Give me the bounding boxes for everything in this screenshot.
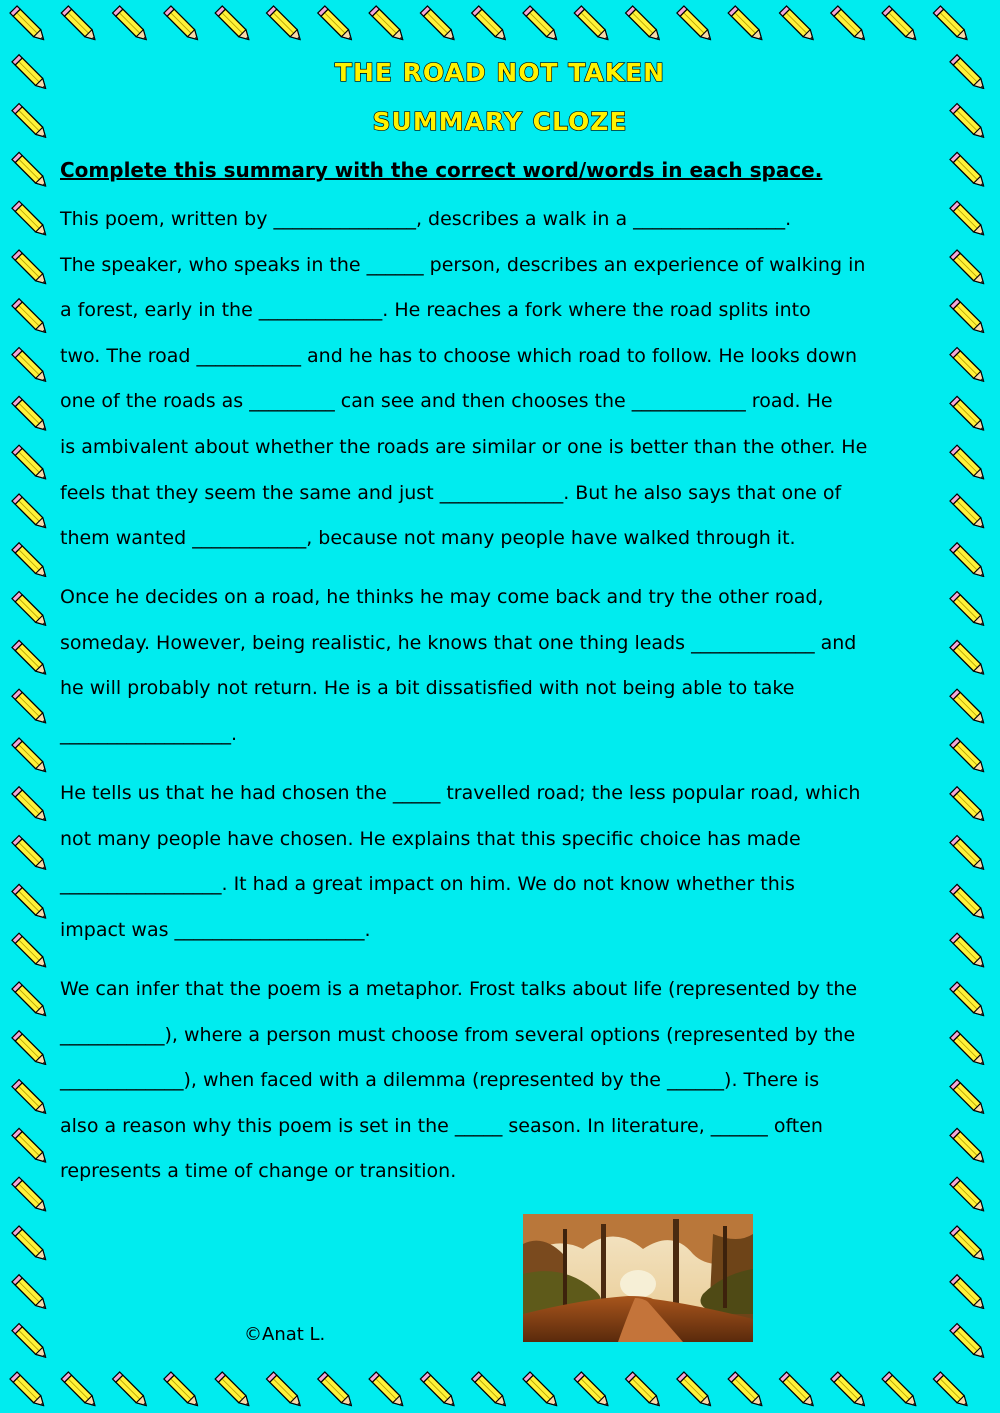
pencil-icon <box>950 1177 987 1214</box>
pencil-icon <box>950 787 987 824</box>
pencil-icon <box>12 348 49 385</box>
pencil-icon <box>10 6 47 43</box>
pencil-icon <box>12 836 49 873</box>
pencil-icon <box>12 299 49 336</box>
pencil-icon <box>12 787 49 824</box>
pencil-icon <box>12 689 49 726</box>
pencil-icon <box>164 1372 201 1409</box>
pencil-icon <box>779 6 816 43</box>
instructions: Complete this summary with the correct word/words in each space. <box>60 158 823 182</box>
pencil-icon <box>950 201 987 238</box>
pencil-icon <box>950 494 987 531</box>
pencil-icon <box>933 1372 970 1409</box>
text-line: The speaker, who speaks in the ______ person, describes an experience of walking in <box>60 253 866 276</box>
text-line: someday. However, being realistic, he knows that one thing leads _____________ and <box>60 631 857 654</box>
paragraph-2 <box>60 575 940 757</box>
text-line: a forest, early in the _____________. He reaches a fork where the road splits into <box>60 299 811 322</box>
worksheet-subtitle: SUMMARY CLOZE <box>372 107 628 136</box>
pencil-icon <box>950 640 987 677</box>
pencil-icon <box>472 6 509 43</box>
text-line: he will probably not return. He is a bit dissatisfied with not being able to take <box>60 677 795 700</box>
text-line: also a reason why this poem is set in the _____ season. In literature, ______ often <box>60 1114 823 1137</box>
text-line: is ambivalent about whether the roads are similar or one is better than the other. He <box>60 435 868 458</box>
pencil-icon <box>950 348 987 385</box>
pencil-icon <box>12 445 49 482</box>
text-line: impact was ____________________. <box>60 918 371 941</box>
text-line: _________________. It had a great impact on him. We do not know whether this <box>60 873 795 896</box>
pencil-icon <box>420 6 457 43</box>
pencil-icon <box>12 396 49 433</box>
text-line: one of the roads as _________ can see and then chooses the ____________ road. He <box>60 390 833 413</box>
pencil-icon <box>950 933 987 970</box>
pencil-icon <box>12 640 49 677</box>
pencil-icon <box>12 982 49 1019</box>
text-line: not many people have chosen. He explains that this specific choice has made <box>60 827 801 850</box>
pencil-icon <box>12 201 49 238</box>
paragraph-3 <box>60 771 940 953</box>
pencil-icon <box>626 1372 663 1409</box>
pencil-icon <box>728 1372 765 1409</box>
text-line: Once he decides on a road, he thinks he may come back and try the other road, <box>60 586 824 608</box>
pencil-icon <box>677 6 714 43</box>
pencil-icon <box>113 1372 150 1409</box>
author-credit: ©Anat L. <box>244 1324 326 1345</box>
pencil-icon <box>10 1372 47 1409</box>
text-line: __________________. <box>60 722 238 745</box>
pencil-icon <box>728 6 765 43</box>
pencil-icon <box>574 1372 611 1409</box>
pencil-icon <box>61 6 98 43</box>
pencil-icon <box>318 6 355 43</box>
text-line: represents a time of change or transition. <box>60 1160 457 1183</box>
pencil-icon <box>12 1080 49 1117</box>
pencil-icon <box>950 445 987 482</box>
pencil-icon <box>12 1324 49 1361</box>
pencil-icon <box>950 1226 987 1263</box>
pencil-icon <box>215 1372 252 1409</box>
pencil-icon <box>950 299 987 336</box>
pencil-icon <box>950 689 987 726</box>
pencil-icon <box>215 6 252 43</box>
pencil-icon <box>882 1372 919 1409</box>
pencil-icon <box>369 6 406 43</box>
pencil-icon <box>950 152 987 189</box>
pencil-icon <box>950 1324 987 1361</box>
pencil-icon <box>677 1372 714 1409</box>
pencil-icon <box>933 6 970 43</box>
pencil-icon <box>369 1372 406 1409</box>
worksheet-title: THE ROAD NOT TAKEN <box>334 58 666 87</box>
autumn-forest-path-photo <box>523 1214 753 1342</box>
pencil-icon <box>12 250 49 287</box>
pencil-icon <box>779 1372 816 1409</box>
text-line: feels that they seem the same and just _____________. But he also says that one of <box>60 481 842 504</box>
pencil-icon <box>420 1372 457 1409</box>
pencil-icon <box>831 6 868 43</box>
pencil-icon <box>950 1128 987 1165</box>
pencil-icon <box>113 6 150 43</box>
pencil-icon <box>950 592 987 629</box>
pencil-icon <box>266 1372 303 1409</box>
pencil-icon <box>318 1372 355 1409</box>
pencil-icon <box>12 933 49 970</box>
pencil-icon <box>523 1372 560 1409</box>
pencil-icon <box>12 152 49 189</box>
paragraph-4 <box>60 967 940 1195</box>
pencil-icon <box>12 1177 49 1214</box>
pencil-icon <box>164 6 201 43</box>
pencil-icon <box>12 884 49 921</box>
pencil-icon <box>12 738 49 775</box>
pencil-icon <box>61 1372 98 1409</box>
pencil-icon <box>882 6 919 43</box>
pencil-icon <box>266 6 303 43</box>
text-line: He tells us that he had chosen the _____ travelled road; the less popular road, which <box>60 782 861 804</box>
pencil-icon <box>12 543 49 580</box>
pencil-icon <box>523 6 560 43</box>
pencil-icon <box>12 1031 49 1068</box>
pencil-icon <box>12 494 49 531</box>
pencil-icon <box>950 250 987 287</box>
text-line: _____________), when faced with a dilemma (represented by the ______). There is <box>60 1069 820 1092</box>
text-line: This poem, written by _______________, describes a walk in a ________________. <box>60 208 792 230</box>
text-line: We can infer that the poem is a metaphor. Frost talks about life (represented by the <box>60 978 858 1000</box>
text-line: them wanted ____________, because not many people have walked through it. <box>60 527 796 550</box>
pencil-icon <box>950 738 987 775</box>
pencil-icon <box>950 836 987 873</box>
text-line: ___________), where a person must choose from several options (represented by the <box>60 1023 856 1046</box>
pencil-icon <box>950 1031 987 1068</box>
paragraph-1 <box>60 197 940 562</box>
pencil-icon <box>950 396 987 433</box>
pencil-icon <box>12 1275 49 1312</box>
pencil-icon <box>950 884 987 921</box>
pencil-icon <box>950 1275 987 1312</box>
pencil-icon <box>950 982 987 1019</box>
pencil-icon <box>472 1372 509 1409</box>
pencil-icon <box>626 6 663 43</box>
pencil-icon <box>12 1226 49 1263</box>
pencil-icon <box>950 543 987 580</box>
pencil-icon <box>950 1080 987 1117</box>
pencil-icon <box>12 592 49 629</box>
pencil-icon <box>831 1372 868 1409</box>
pencil-icon <box>574 6 611 43</box>
pencil-icon <box>12 1128 49 1165</box>
text-line: two. The road ___________ and he has to choose which road to follow. He looks down <box>60 344 858 367</box>
